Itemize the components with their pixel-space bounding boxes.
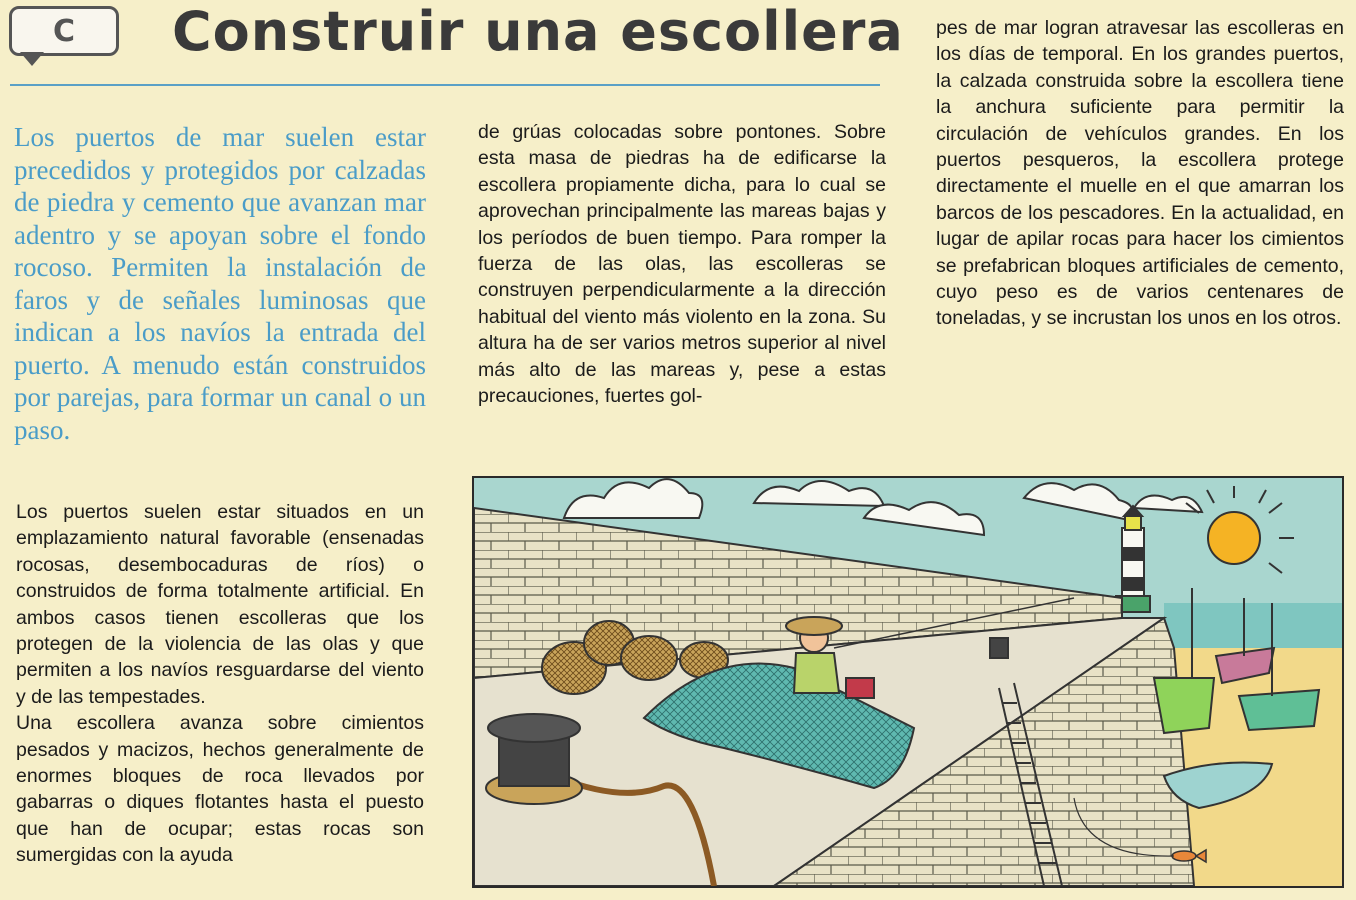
section-letter: C [52, 13, 76, 49]
text-column-3 [936, 15, 1344, 332]
intro-paragraph: Los puertos de mar suelen estar precedidos y protegidos por calzadas de piedra y cemento que avanzan mar adentro y se apoyan sobre el fondo rocoso. Permiten la instalación de faros y de señales luminosas que indican a los navíos la entrada del puerto. A menudo están construidos por parejas, para formar un canal o un paso. [14, 122, 426, 445]
column-1-paragraph-2: Una escollera avanza sobre cimientos pesados y macizos, hechos generalmente de enormes bloques de roca llevados por gabarras o diques flotantes hasta el puesto que han de ocupar; estas rocas son sumergidas con la ayuda [16, 712, 424, 867]
text-column-2 [478, 119, 886, 409]
column-3-paragraph: pes de mar logran atravesar las escolleras en los días de temporal. En los grandes puertos, la calzada construida sobre la escollera tiene la anchura suficiente para permitir la circulación de vehículos grandes. En los puertos pesqueros, la escollera protege directamente el muelle en el que amarran los barcos de los pescadores. En la actualidad, en lugar de apilar rocas para hacer los cimientos se prefabrican bloques artificiales de cemento, cuyo peso es de varios centenares de toneladas, y se incrustan los unos en los otros. [936, 17, 1344, 330]
section-badge [9, 6, 119, 56]
small-bollard-icon [990, 638, 1008, 658]
column-1-paragraph-1: Los puertos suelen estar situados en un emplazamiento natural favorable (ensenadas rocosas, desembocaduras de ríos) o construidos de forma totalmente artificial. En ambos casos tienen escolleras que los protegen de la violencia de las olas y que permiten a los navíos resguardarse del viento y de las tempestades. [16, 501, 424, 708]
text-column-1 [16, 499, 424, 869]
column-2-paragraph: de grúas colocadas sobre pontones. Sobre esta masa de piedras ha de edificarse la escollera propiamente dicha, para lo cual se aprovechan principalmente las mareas bajas y los períodos de buen tiempo. Para romper la fuerza de las olas, las escolleras se construyen perpendicularmente a la dirección habitual del viento más violento en la zona. Su altura ha de ser varios metros superior al nivel más alto de las mareas y, pese a estas precauciones, fuertes gol- [478, 121, 886, 408]
title-divider [10, 84, 880, 86]
badge-tail [20, 52, 44, 66]
breakwater-illustration [472, 476, 1344, 888]
page-title: Construir una escollera [172, 0, 904, 63]
